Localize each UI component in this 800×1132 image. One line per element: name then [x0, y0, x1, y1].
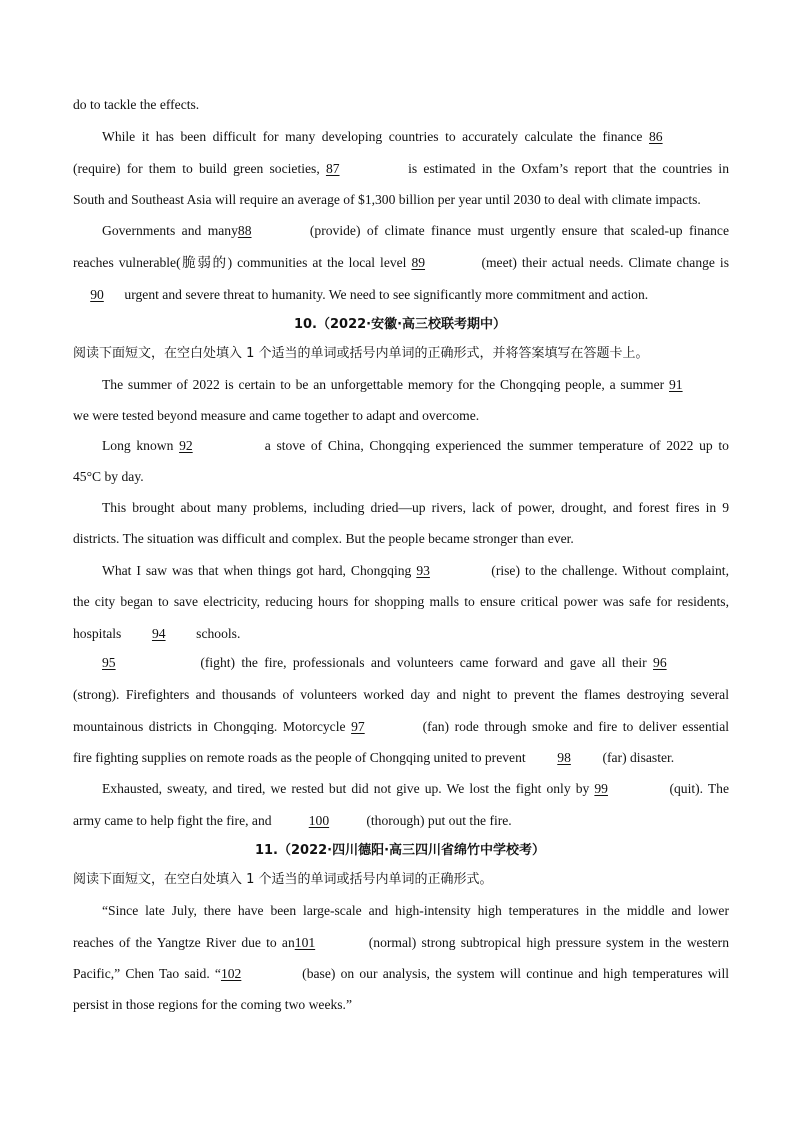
text-segment: is estimated in the Oxfam’s report that the countries in: [408, 161, 730, 176]
heading-text: 11.（2022·四川德阳·高三四川省绵竹中学校考）: [254, 843, 546, 858]
text-line: [73, 718, 729, 736]
text-segment: Governments and many: [102, 223, 238, 238]
text-line: [73, 468, 729, 486]
instruction-text: 阅读下面短文，在空白处填入 1 个适当的单词或括号内单词的正确形式，并将答案填写在答题卡上。: [73, 346, 649, 361]
text-segment: districts. The situation was difficult and complex. But the people became stronger than ever.: [73, 531, 574, 546]
answer-blank-93[interactable]: 93: [416, 563, 430, 578]
answer-blank-98[interactable]: 98: [557, 750, 571, 765]
text-segment: (strong). Firefighters and thousands of volunteers worked day and night to prevent the flames destroying several: [73, 687, 729, 702]
text-segment: (require) for them to build green societies,: [73, 161, 320, 176]
text-segment: (provide) of climate finance must urgently ensure that scaled-up finance: [309, 223, 729, 238]
text-line: [73, 530, 729, 548]
answer-blank-100[interactable]: 100: [308, 813, 330, 828]
answer-blank-91[interactable]: 91: [669, 377, 683, 392]
answer-blank-89[interactable]: 89: [411, 255, 426, 270]
instruction-line: [73, 345, 729, 363]
text-segment: hospitals: [73, 626, 122, 641]
answer-blank-87[interactable]: 87: [325, 161, 340, 176]
text-line: [102, 128, 729, 146]
answer-blank-101[interactable]: 101: [294, 935, 316, 950]
text-segment: (normal) strong subtropical high pressure system in the western: [368, 935, 730, 950]
text-segment: (meet) their actual needs. Climate change is: [481, 255, 729, 270]
text-segment: (fan) rode through smoke and fire to deliver essential: [422, 719, 729, 734]
text-segment: (thorough) put out the fire.: [366, 813, 512, 828]
text-line: [73, 286, 729, 304]
text-segment: The summer of 2022 is certain to be an unforgettable memory for the Chongqing people, a summer: [102, 377, 665, 392]
text-segment: South and Southeast Asia will require an average of $1,300 billion per year until 2030 to deal with climate impacts.: [73, 192, 701, 207]
answer-blank-92[interactable]: 92: [179, 438, 193, 453]
text-line: [73, 965, 729, 983]
text-segment: reaches of the Yangtze River due to an: [73, 935, 295, 950]
text-segment: fire fighting supplies on remote roads as the people of Chongqing united to prevent: [73, 750, 526, 765]
answer-blank-96[interactable]: 96: [653, 655, 667, 670]
text-segment: (fight) the fire, professionals and volunteers came forward and gave all their: [200, 655, 647, 670]
text-segment: “Since late July, there have been large-scale and high-intensity high temperatures in the middle and lower: [102, 903, 729, 918]
heading-text: 10.（2022·安徽·高三校联考期中）: [293, 317, 507, 332]
text-line: [73, 686, 729, 704]
text-line: [73, 191, 729, 209]
instruction-line: [73, 871, 729, 889]
text-line: [102, 902, 729, 920]
answer-blank-97[interactable]: 97: [351, 719, 365, 734]
text-line: [73, 934, 729, 952]
text-line: [73, 996, 729, 1014]
text-line: [102, 654, 729, 672]
text-line: [73, 812, 729, 830]
text-line: [102, 222, 729, 240]
answer-blank-94[interactable]: 94: [151, 626, 166, 641]
text-line: [102, 499, 729, 517]
text-segment: persist in those regions for the coming two weeks.”: [73, 997, 352, 1012]
text-segment: reaches vulnerable(脆弱的) communities at the local level: [73, 255, 407, 270]
text-line: [73, 407, 729, 425]
text-line: [73, 96, 729, 114]
text-line: [73, 749, 729, 767]
text-segment: Exhausted, sweaty, and tired, we rested but did not give up. We lost the fight only by: [102, 781, 590, 796]
text-segment: schools.: [196, 626, 241, 641]
text-segment: do to tackle the effects.: [73, 97, 200, 112]
text-segment: urgent and severe threat to humanity. We need to see significantly more commitment and action.: [124, 287, 649, 302]
text-line: [102, 562, 729, 580]
text-segment: mountainous districts in Chongqing. Motorcycle: [73, 719, 346, 734]
question-heading-11: [0, 842, 800, 860]
text-segment: 45°C by day.: [73, 469, 144, 484]
text-segment: army came to help fight the fire, and: [73, 813, 272, 828]
answer-blank-86[interactable]: 86: [649, 129, 663, 144]
text-segment: the city began to save electricity, reducing hours for shopping malls to ensure critical power was safe for residents,: [73, 594, 729, 609]
answer-blank-90[interactable]: 90: [90, 287, 104, 302]
text-line: [102, 437, 729, 455]
answer-blank-102[interactable]: 102: [220, 966, 242, 981]
text-segment: a stove of China, Chongqing experienced the summer temperature of 2022 up to: [264, 438, 729, 453]
text-segment: (rise) to the challenge. Without complaint,: [491, 563, 729, 578]
answer-blank-99[interactable]: 99: [594, 781, 608, 796]
text-segment: (base) on our analysis, the system will continue and high temperatures will: [302, 966, 729, 981]
text-line: [73, 254, 729, 272]
text-segment: What I saw was that when things got hard, Chongqing: [102, 563, 412, 578]
answer-blank-88[interactable]: 88: [237, 223, 252, 238]
text-line: [102, 376, 729, 394]
text-line: [102, 780, 729, 798]
question-heading-10: [0, 316, 800, 334]
text-segment: (far) disaster.: [602, 750, 675, 765]
text-segment: Long known: [102, 438, 174, 453]
text-line: [73, 625, 729, 643]
instruction-text: 阅读下面短文，在空白处填入 1 个适当的单词或括号内单词的正确形式。: [73, 872, 493, 887]
text-segment: (quit). The: [669, 781, 730, 796]
text-segment: While it has been difficult for many developing countries to accurately calculate the finance: [102, 129, 643, 144]
answer-blank-95[interactable]: 95: [102, 655, 116, 670]
text-segment: Pacific,” Chen Tao said. “: [73, 966, 221, 981]
text-segment: This brought about many problems, including dried—up rivers, lack of power, drought, and forest fires in 9: [102, 500, 729, 515]
text-segment: we were tested beyond measure and came together to adapt and overcome.: [73, 408, 480, 423]
text-line: [73, 160, 729, 178]
text-line: [73, 593, 729, 611]
